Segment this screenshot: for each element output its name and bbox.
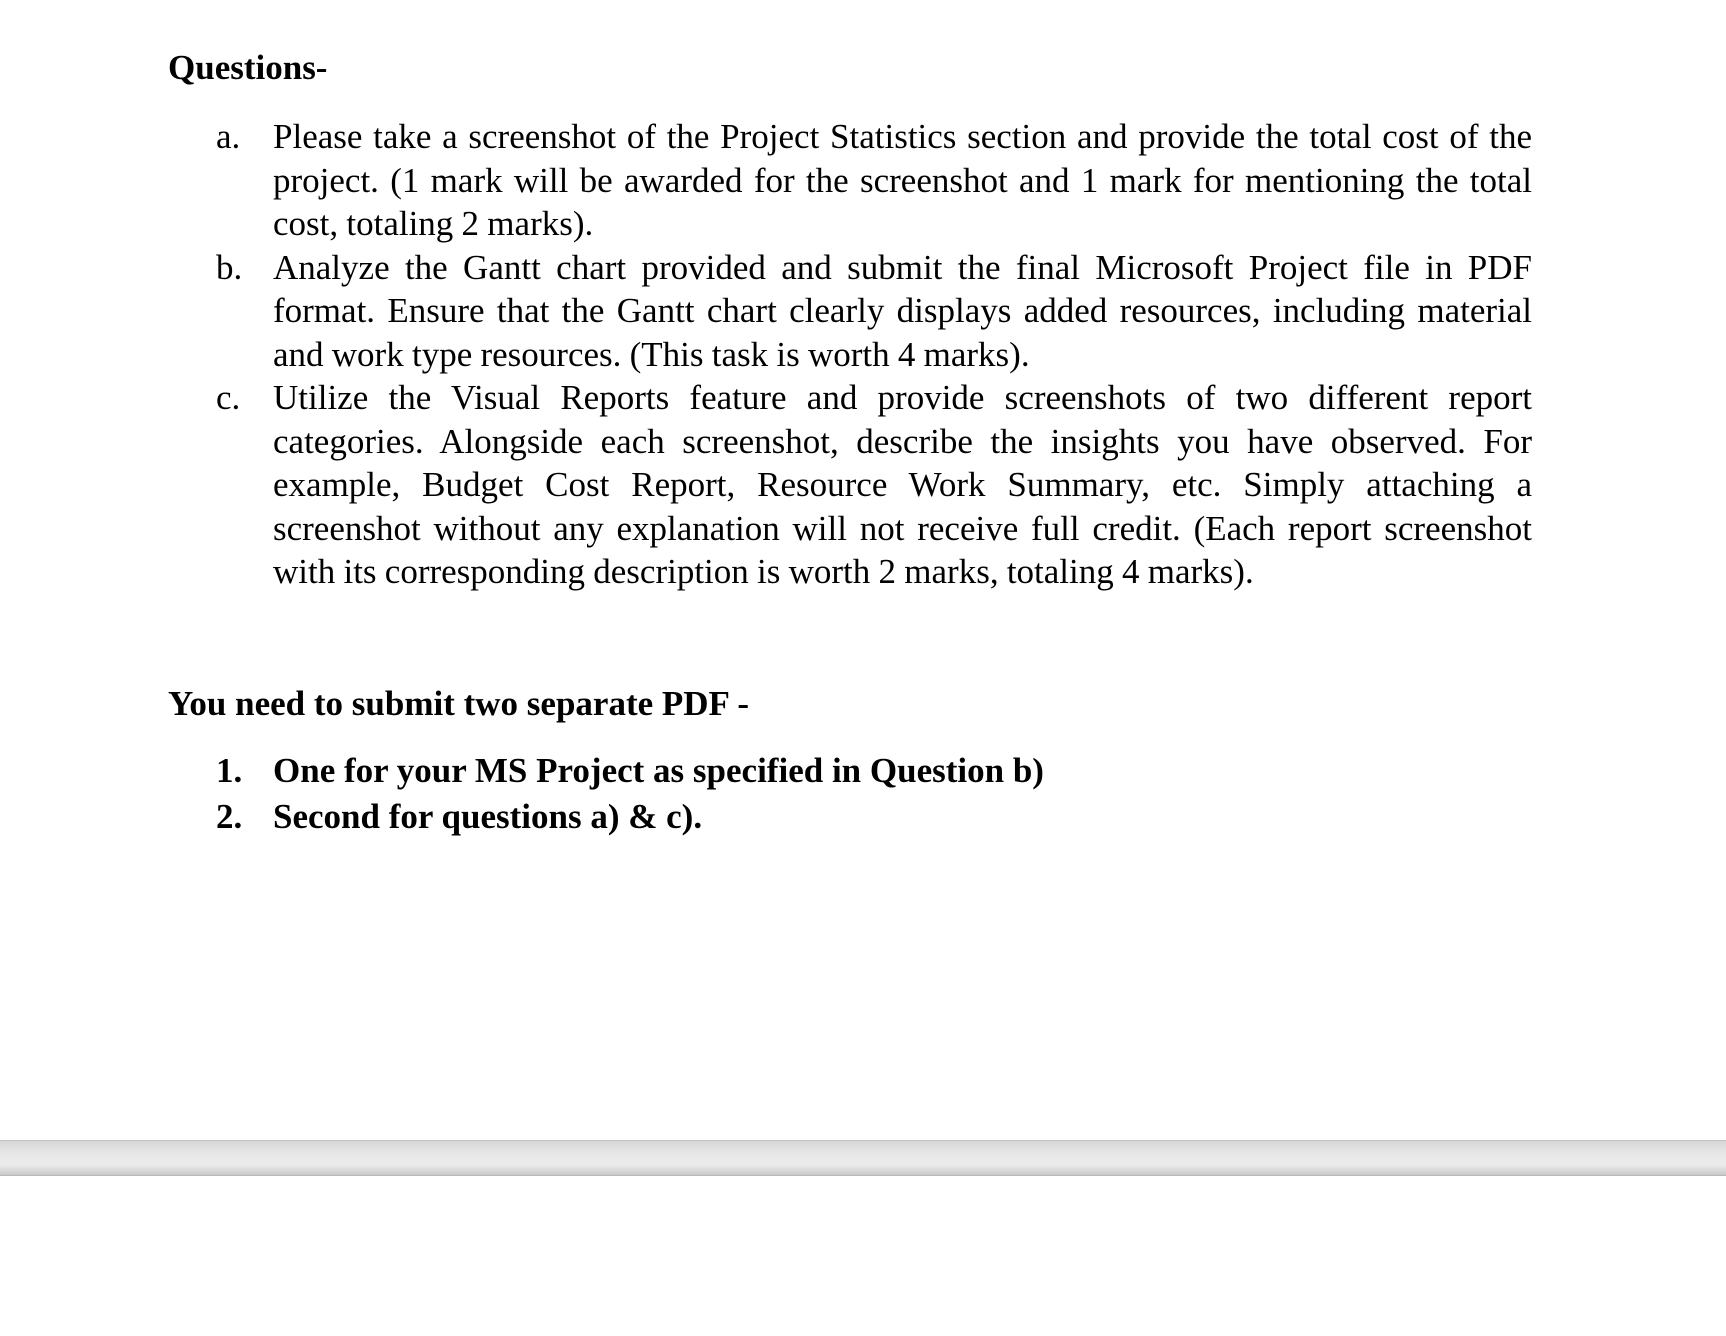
submission-text: One for your MS Project as specified in Question b) — [273, 751, 1044, 790]
submission-item-1 — [216, 748, 1532, 794]
submission-text: Second for questions a) & c). — [273, 797, 703, 836]
next-page — [0, 1176, 1726, 1336]
submission-item-2 — [216, 794, 1532, 840]
question-text: Analyze the Gantt chart provided and submit the final Microsoft Project file in PDF format. Ensure that the Gantt chart clearly displays added resources, including material and work type resources. (This task is worth 4 marks). — [273, 247, 1532, 374]
question-item-a — [216, 115, 1532, 246]
submission-heading: You need to submit two separate PDF - — [168, 684, 750, 723]
question-marker: a. — [216, 117, 241, 156]
questions-list — [216, 115, 1532, 594]
question-item-c — [216, 376, 1532, 594]
submission-list — [216, 748, 1532, 840]
question-text: Please take a screenshot of the Project Statistics section and provide the total cost of the project. (1 mark will be awarded for the screenshot and 1 mark for mentioning the total cost, totaling 2 marks). — [273, 117, 1532, 243]
question-marker: b. — [216, 247, 243, 287]
submission-marker: 1. — [216, 751, 243, 790]
question-item-b — [216, 246, 1532, 377]
question-marker: c. — [216, 378, 241, 417]
page-separator — [0, 1140, 1726, 1176]
question-text: Utilize the Visual Reports feature and provide screenshots of two different report categories. Alongside each screenshot, describe the insights you have observed. For example, Budget Cost Report, Resource Work Summary, etc. Simply attaching a screenshot without any explanation will not receive full credit. (Each report screenshot with its corresponding description is worth 2 marks, totaling 4 marks). — [273, 378, 1532, 591]
questions-heading: Questions- — [168, 48, 328, 87]
submission-marker: 2. — [216, 797, 243, 836]
